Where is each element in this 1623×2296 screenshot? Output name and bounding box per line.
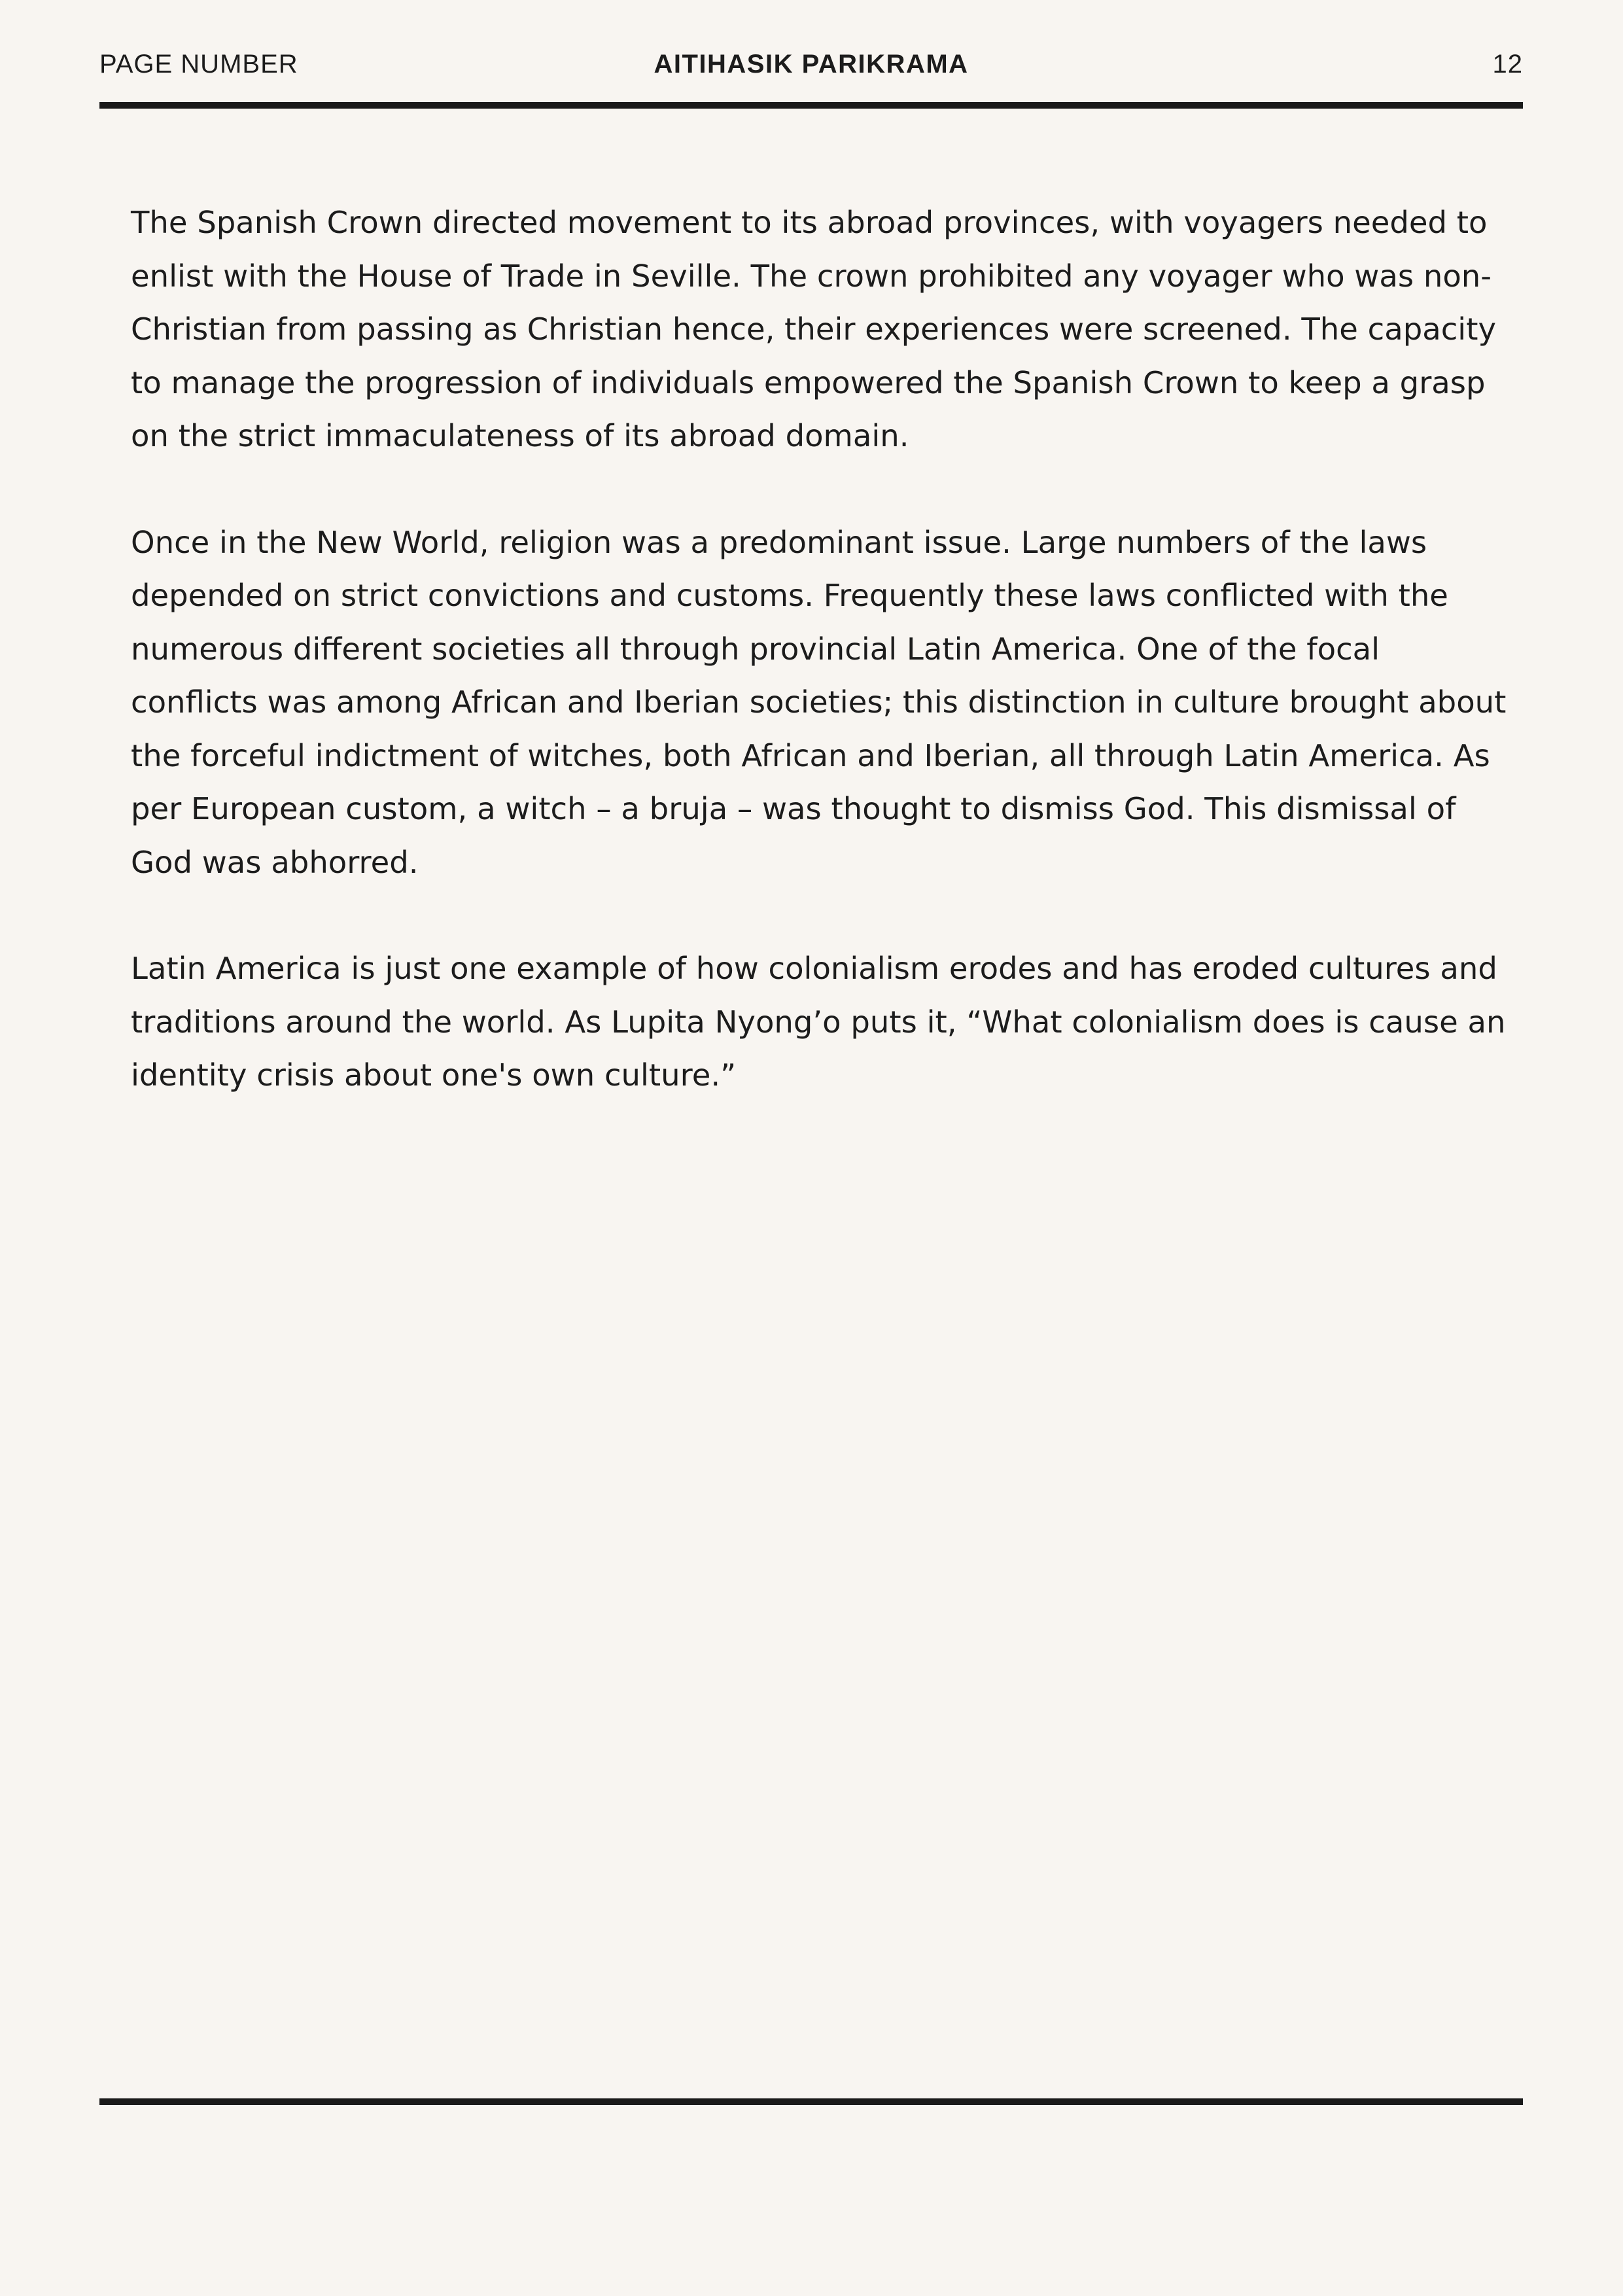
paragraph: Latin America is just one example of how colonialism erodes and has eroded cultures and traditions around the world. As Lupita Nyong’o puts it, “What colonialism does is cause an identity crisis about one's own culture.” [131, 951, 1506, 1093]
publication-title: AITIHASIK PARIKRAMA [654, 50, 969, 79]
header-divider [99, 102, 1523, 109]
paragraph: The Spanish Crown directed movement to its abroad provinces, with voyagers needed to enlist with the House of Trade in Seville. The crown prohibited any voyager who was non-Christian from passing as Christian hence, their experiences were screened. The capacity to manage the progression of individuals empowered the Spanish Crown to keep a grasp on the strict immaculateness of its abroad domain. [131, 205, 1496, 453]
page-number-label: PAGE NUMBER [99, 50, 298, 79]
article-body [131, 196, 1511, 1156]
paragraph: Once in the New World, religion was a predominant issue. Large numbers of the laws depended on strict convictions and customs. Frequently these laws conflicted with the numerous different societies all through provincial Latin America. One of the focal conflicts was among African and Iberian societies; this distinction in culture brought about the forceful indictment of witches, both African and Iberian, all through Latin America. As per European custom, a witch – a bruja – was thought to dismiss God. This dismissal of God was abhorred. [131, 524, 1507, 880]
page-header [99, 50, 1523, 89]
page-number: 12 [1492, 50, 1523, 79]
footer-divider [99, 2098, 1523, 2105]
